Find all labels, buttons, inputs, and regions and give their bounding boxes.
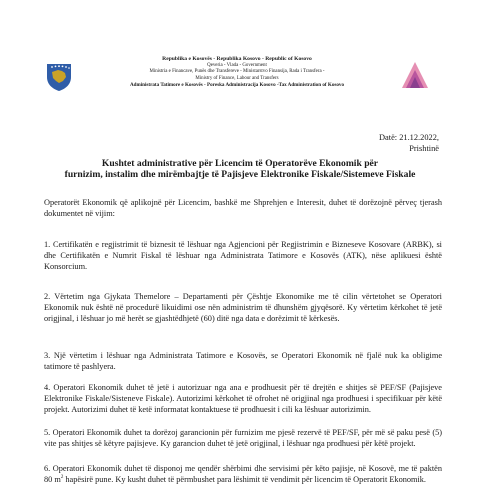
header-line-3: Ministria e Financave, Punës dhe Transfereve - Ministarstvo Finansija, Rada i Transfera -	[149, 69, 325, 75]
requirement-item-3: 3. Një vërtetim i lëshuar nga Administrata Tatimore e Kosovës, se Operatori Ekonomik në fjalë nuk ka obligime tatimore të pashlyera.	[44, 351, 442, 371]
requirement-item-1: 1. Certifikatën e regjistrimit të biznesit të lëshuar nga Agjencioni për Regjistrimin e Bizneseve Kosovare (ARBK), si dhe Certifikatën e Numrit Fiskal të lëshuar nga Administrata Tatimore e Kosovës (ATK), nëse aplikuesi është Konsorcium.	[44, 240, 442, 271]
intro-paragraph: Operatorët Ekonomik që aplikojnë për Licencim, bashkë me Shprehjen e Interesit, duhet të dorëzojnë përveç tjerash dokumentet në vijim:	[44, 198, 442, 218]
header-line-4: Ministry of Finance, Labour and Transfers	[195, 75, 279, 81]
letterhead	[0, 56, 480, 96]
document-title	[38, 158, 442, 180]
item-6-part-1: 6. Operatori Ekonomik duhet të disponoj me qendër shërbimi dhe servisimi për këto pajisje, në Kosovë, me të paktën 80 m	[44, 464, 442, 484]
requirement-item-5: 5. Operatori Ekonomik duhet ta dorëzoj garancionin për furnizim me pjesë rezervë të PEF/SF, për më së paku pesë (5) vite pas shitjes së këtyre pajisjeve. Ky garancion duhet të jetë origjinal, i lëshuar nga prodhuesi për këtë projekt.	[44, 428, 442, 448]
header-line-5: Administrata Tatimore e Kosovës - Poreska Administracija Kosovo -Tax Administration of Kosovo	[130, 82, 344, 89]
kosovo-coat-of-arms-icon	[44, 62, 74, 92]
title-line-1: Kushtet administrative për Licencim të Operatorëve Ekonomik për	[101, 158, 379, 169]
requirement-item-2: 2. Vërtetim nga Gjykata Themelore – Departamenti për Çështje Ekonomike me të cilin vërtetohet se Operatori Ekonomik nuk është në procedurë likuidimi ose nën administrim të dhunshëm gjyqësorë. Ky vërtetim kërkohet të jetë origjinal, i lëshuar jo më herët se gjashtëdhjetë (60) ditë nga data e dorëzimit të kërkesës.	[44, 292, 442, 323]
header-line-1: Republika e Kosovës - Republika Kosovo - Republic of Kosovo	[162, 56, 312, 62]
title-line-2: furnizim, instalim dhe mirëmbajtje të Pajisjeve Elektronike Fiskale/Sistemeve Fiskale	[64, 169, 416, 181]
tax-administration-logo-icon	[400, 60, 430, 92]
document-place: Prishtinë	[409, 144, 439, 153]
date-block	[379, 132, 439, 154]
letterhead-text	[82, 56, 392, 89]
header-line-2: Qeveria - Vlada - Government	[207, 62, 267, 68]
document-date: Datë: 21.12.2022,	[378, 133, 439, 142]
item-6-part-2: hapësirë pune. Ky kusht duhet të përmbushet para lëshimit të vendimit për licencim të Operatorit Ekonomik.	[65, 474, 426, 484]
requirement-item-6	[44, 464, 442, 486]
requirement-item-4: 4. Operatori Ekonomik duhet të jetë i autorizuar nga ana e prodhuesit për të drejtën e shitjes së PEF/SF (Pajisjeve Elektronike Fiskale/Sisteneve Fiskale). Autorizimi kërkohet të ofrohet në origjinal nga prodhuesi i specifikuar për këtë projekt. Autorizimi duhet të ketë informatat kontaktuese të prodhuesit i cili ka lëshuar autorizimin.	[44, 383, 442, 414]
item-6-superscript: 2	[60, 475, 64, 481]
